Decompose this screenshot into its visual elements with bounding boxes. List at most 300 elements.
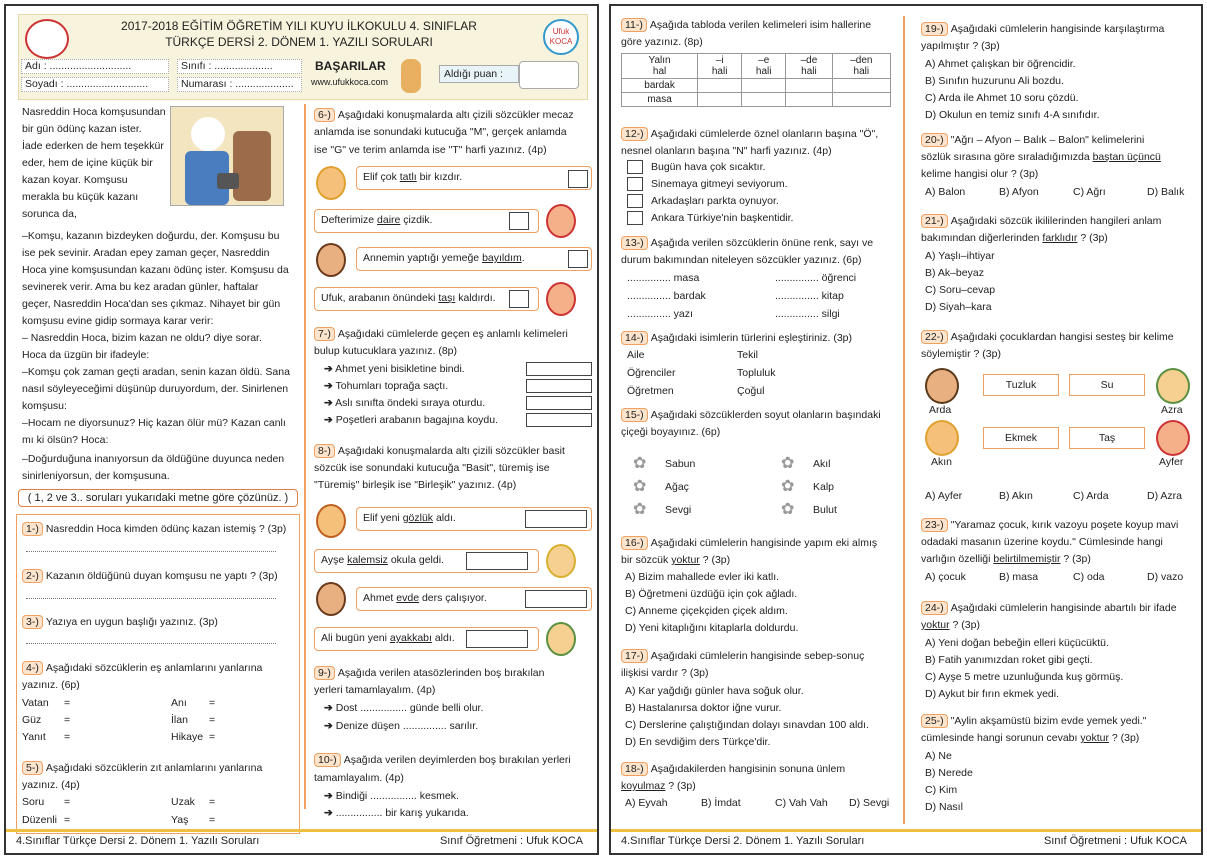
q20-option[interactable]: A) Balon — [925, 186, 966, 198]
q24 — [921, 601, 1177, 615]
q8-answer-box[interactable] — [466, 552, 528, 570]
q5-word: Yaş — [171, 814, 189, 826]
q18-option[interactable]: A) Eyvah — [625, 797, 668, 809]
q10-item[interactable] — [324, 790, 459, 802]
q16-option[interactable]: B) Öğretmeni üzdüğü için çok ağladı. — [625, 588, 798, 600]
underlined-word: evde — [396, 592, 420, 604]
q25-option[interactable]: B) Nerede — [925, 767, 973, 779]
q12-sentence: Arkadaşları parkta oynuyor. — [651, 195, 779, 207]
q7-answer-box[interactable] — [526, 396, 592, 410]
q5-eq: = — [209, 796, 216, 808]
q5-item[interactable] — [171, 796, 195, 808]
q1-answer-line[interactable] — [26, 551, 276, 552]
q4-item[interactable] — [171, 714, 188, 726]
boy-face-icon — [316, 582, 346, 616]
q23-text-2: odadaki masanın üzerine koydu." Cümlesinde hangi — [921, 536, 1163, 548]
q24-text-2: yoktur ? (3p) — [921, 619, 980, 631]
q23-option[interactable]: D) vazo — [1147, 571, 1184, 583]
q4-item[interactable] — [22, 697, 49, 709]
q16-number: 16-) — [621, 536, 648, 550]
surname-field[interactable] — [21, 77, 169, 92]
q3 — [22, 615, 218, 629]
girl-face-icon — [1156, 420, 1190, 456]
story-line: bir gün ödünç kazan ister. — [22, 123, 142, 135]
q20-number: 20-) — [921, 133, 948, 147]
q22-name: Ayfer — [1159, 456, 1184, 468]
q6-answer-box[interactable] — [509, 212, 529, 230]
case-table — [621, 53, 891, 107]
q8-sentence-2: Ayşe kalemsiz okula geldi. — [314, 549, 539, 573]
q17-number: 17-) — [621, 649, 648, 663]
q20-text-3: kelime hangisi olur ? (3p) — [921, 168, 1039, 180]
q20 — [921, 133, 1144, 147]
q17 — [621, 649, 864, 663]
q14-noun[interactable]: Öğrenciler — [627, 367, 676, 379]
header-title-2: TÜRKÇE DERSİ 2. DÖNEM 1. YAZILI SORULARI — [165, 35, 433, 49]
q7-sentence: Aslı sınıfta öndeki sıraya oturdu. — [335, 397, 486, 409]
q10-text: Aşağıda verilen deyimlerden boş bırakılan yerleri — [343, 754, 571, 766]
flower-icon[interactable]: ✿ — [633, 501, 647, 518]
q9-item[interactable] — [324, 720, 478, 732]
q21-option[interactable]: B) Ak–beyaz — [925, 267, 984, 279]
table-cell[interactable] — [786, 93, 832, 107]
q7-answer-box[interactable] — [526, 413, 592, 427]
story-line: sevinerek verir. Ama bu kez aradan günler, haftalar — [22, 281, 259, 293]
story-line: –Komşu, kazanın bizdeyken doğurdu, der. Komşusu bu — [22, 230, 280, 242]
q12-checkbox[interactable] — [627, 194, 643, 208]
table-cell[interactable] — [832, 93, 890, 107]
underlined-word: taşı — [438, 292, 456, 304]
q22-word: Taş — [1069, 427, 1145, 449]
score-label: Aldığı puan : — [439, 65, 519, 83]
q16-text-2: bir sözcük yoktur ? (3p) — [621, 554, 731, 566]
q12-checkbox[interactable] — [627, 160, 643, 174]
underlined-word: yoktur — [671, 554, 700, 566]
q25-number: 25-) — [921, 714, 948, 728]
q15-word: Bulut — [813, 504, 837, 516]
q17-option[interactable]: C) Derslerine çalıştığından dolayı sınavdan 100 aldı. — [625, 719, 869, 731]
q6-text: Aşağıdaki konuşmalarda altı çizili sözcükler mecaz — [337, 109, 574, 121]
q17-option[interactable]: B) Hastalanırsa doktor iğne vurur. — [625, 702, 782, 714]
q3-number: 3-) — [22, 615, 43, 629]
q21-text: Aşağıdaki sözcük ikililerinden hangileri anlam — [950, 215, 1162, 227]
q15 — [621, 408, 881, 422]
q5-text: Aşağıdaki sözcüklerin zıt anlamlarını yanlarına — [45, 762, 263, 774]
q7-text-2: bulup kutucuklara yazınız. (8p) — [314, 345, 457, 357]
q7-answer-box[interactable] — [526, 362, 592, 376]
q17-option[interactable]: D) En sevdiğim ders Türkçe'dir. — [625, 736, 771, 748]
underlined-word: kalemsiz — [347, 554, 388, 566]
story-line: nasıl söyleyeceğimi düşünüp duruyordum, der. Sinirlenen — [22, 383, 289, 395]
q13-item[interactable]: ............... silgi — [775, 308, 840, 320]
boy-face-icon — [925, 368, 959, 404]
q20-option[interactable]: D) Balık — [1147, 186, 1185, 198]
q16-text: Aşağıdaki cümlelerin hangisinde yapım eki almış — [650, 537, 878, 549]
q18 — [621, 762, 845, 776]
q16 — [621, 536, 877, 550]
q11-text-2: göre yazınız. (8p) — [621, 36, 703, 48]
q5-item[interactable] — [22, 814, 57, 826]
q2-number: 2-) — [22, 569, 43, 583]
q20-option[interactable]: B) Afyon — [999, 186, 1039, 198]
q2-answer-line[interactable] — [26, 598, 276, 599]
q7 — [314, 327, 568, 341]
q19-option[interactable]: A) Ahmet çalışkan bir öğrencidir. — [925, 58, 1076, 70]
q7-item — [324, 414, 498, 426]
q21-option[interactable]: A) Yaşlı–ihtiyar — [925, 250, 995, 262]
q7-text: Aşağıdaki cümlelerde geçen eş anlamlı kelimeleri — [337, 328, 568, 340]
story-line: –Doğurduğuna inanıyorsun da öldüğüne duyunca neden — [22, 453, 285, 465]
q14-number: 14-) — [621, 331, 648, 345]
q22-word: Tuzluk — [983, 374, 1059, 396]
q18-text-2: koyulmaz ? (3p) — [621, 780, 696, 792]
q8-answer-box[interactable] — [525, 510, 587, 528]
q19 — [921, 22, 1164, 36]
q17-option[interactable]: A) Kar yağdığı günler hava soğuk olur. — [625, 685, 804, 697]
q23-text-3: varlığın özelliği belirtilmemiştir ? (3p) — [921, 553, 1091, 565]
name-label: Adı — [25, 60, 41, 72]
q4-eq: = — [209, 731, 216, 743]
table-header: –de hali — [786, 54, 832, 79]
q14-text: Aşağıdaki isimlerin türlerini eşleştiriniz. (3p) — [650, 332, 853, 344]
q6-sentence-3: Annemin yaptığı yemeğe bayıldım. — [356, 247, 592, 271]
score-box[interactable] — [519, 61, 579, 89]
story-line: Nasreddin Hoca komşusundan — [22, 106, 166, 118]
q7-item — [324, 380, 448, 392]
arrow-icon: ➔ — [324, 720, 333, 732]
q9-proverb: Dost ................ günde belli olur. — [335, 702, 484, 714]
q13-text: Aşağıda verilen sözcüklerin önüne renk, sayı ve — [650, 237, 874, 249]
q4-word: İlan — [171, 714, 188, 726]
q18-option[interactable]: D) Sevgi — [849, 797, 890, 809]
q6-answer-box[interactable] — [568, 170, 588, 188]
table-row — [622, 93, 891, 107]
q16-option[interactable]: D) Yeni kitaplığını kitaplarla doldurdu. — [625, 622, 799, 634]
site-text: www.ufukkoca.com — [311, 77, 389, 87]
q13-item[interactable]: ............... bardak — [627, 290, 706, 302]
name-field[interactable] — [21, 59, 169, 74]
q17-text-2: ilişkisi vardır ? (3p) — [621, 667, 709, 679]
q6-number: 6-) — [314, 108, 335, 122]
q10-idiom: ................ bir karış yukarıda. — [335, 807, 469, 819]
q5 — [22, 761, 262, 775]
q7-item — [324, 363, 465, 375]
flower-icon[interactable]: ✿ — [633, 455, 647, 472]
q4-number: 4-) — [22, 661, 43, 675]
story-line: geçer, Nasreddin Hoca'dan ses çıkmaz. Nihayet bir gün — [22, 298, 281, 310]
q22-word: Ekmek — [983, 427, 1059, 449]
q20-text-2: sözlük sırasına göre sıraladığımızda baştan üçüncü — [921, 151, 1161, 163]
basarilar-text: BAŞARILAR — [315, 59, 386, 73]
column-divider — [903, 16, 905, 824]
q4-eq: = — [64, 731, 71, 743]
q9-text-2: yerleri tamamlayalım. (4p) — [314, 684, 436, 696]
boy-face-icon — [316, 166, 346, 200]
story-line: –Hocam ne diyorsunuz? Hiç kazan ölür mü? Kazan canlı — [22, 417, 286, 429]
q8-text-3: "Türemiş" birleşik ise "Birleşik" yazınız. (4p) — [314, 479, 517, 491]
q21-option[interactable]: D) Siyah–kara — [925, 301, 992, 313]
q8-text: Aşağıdaki konuşmalarda altı çizili sözcükler basit — [337, 445, 565, 457]
q9 — [314, 666, 544, 680]
q5-eq: = — [209, 814, 216, 826]
q20-text: "Ağrı – Afyon – Balık – Balon" kelimelerini — [950, 134, 1145, 146]
q18-text: Aşağıdakilerden hangisinin sonuna ünlem — [650, 763, 846, 775]
q5-item[interactable] — [171, 814, 188, 826]
header-title-1: 2017-2018 EĞİTİM ÖĞRETİM YILI KUYU İLKOKULU 4. SINIFLAR — [121, 19, 477, 33]
q5-eq: = — [64, 814, 71, 826]
story-line: İade ederken de hem teşekkür — [22, 140, 164, 152]
q7-sentence: Poşetleri arabanın bagajına koydu. — [335, 414, 499, 426]
table-cell[interactable] — [698, 79, 742, 93]
table-cell[interactable] — [832, 79, 890, 93]
q14-noun[interactable]: Aile — [627, 349, 645, 361]
arrow-icon: ➔ — [324, 380, 333, 392]
q4-word: Güz — [22, 714, 42, 726]
q16-option[interactable]: A) Bizim mahallede evler iki katlı. — [625, 571, 780, 583]
q14-noun[interactable]: Öğretmen — [627, 385, 674, 397]
arrow-icon: ➔ — [324, 807, 333, 819]
q22-number: 22-) — [921, 330, 948, 344]
table-header: –i hali — [698, 54, 742, 79]
q5-item[interactable] — [22, 796, 44, 808]
q24-option[interactable]: C) Ayşe 5 metre uzunluğunda kuş görmüş. — [925, 671, 1124, 683]
q4-item[interactable] — [22, 714, 41, 726]
q14 — [621, 331, 852, 345]
boy-face-icon — [316, 504, 346, 538]
story-line: mı ki ölsün? Hoca: — [22, 434, 109, 446]
q1-number: 1-) — [22, 522, 43, 536]
q7-sentence: Ahmet yeni bisikletine bindi. — [335, 363, 465, 375]
arrow-icon: ➔ — [324, 397, 333, 409]
q1 — [22, 522, 286, 536]
q13-text-2: durum bakımından niteleyen sözcükler yazınız. (6p) — [621, 254, 862, 266]
q22-word: Su — [1069, 374, 1145, 396]
footer — [611, 829, 1201, 847]
table-cell[interactable] — [742, 93, 786, 107]
story-line: ise pek sevinir. Aradan epey zaman geçer, Nasreddin — [22, 247, 270, 259]
logo-text-2: KOCA — [549, 37, 573, 46]
q13-item[interactable]: ............... öğrenci — [775, 272, 857, 284]
q14-type[interactable]: Çoğul — [737, 385, 765, 397]
q22-name: Azra — [1161, 404, 1183, 416]
q22-name: Arda — [929, 404, 952, 416]
q20-option[interactable]: C) Ağrı — [1073, 186, 1106, 198]
q21-number: 21-) — [921, 214, 948, 228]
footer — [6, 829, 597, 847]
q23-option[interactable]: C) oda — [1073, 571, 1105, 583]
class-field[interactable] — [177, 59, 302, 74]
q23 — [921, 518, 1178, 532]
q15-number: 15-) — [621, 408, 648, 422]
class-label: Sınıfı — [181, 60, 206, 72]
q6-text-3: ise "G" ve terim anlamda ise "T" harfi yazınız. (4p) — [314, 144, 547, 156]
q4-eq: = — [64, 714, 71, 726]
surname-label: Soyadı — [25, 78, 58, 90]
q4-eq: = — [209, 697, 216, 709]
q13-item[interactable]: ............... masa — [627, 272, 700, 284]
q14-type[interactable]: Topluluk — [737, 367, 776, 379]
q17-text: Aşağıdaki cümlelerin hangisinde sebep-sonuç — [650, 650, 865, 662]
q12-text: Aşağıdaki cümlelerde öznel olanların başına "Ö", — [650, 128, 879, 140]
arrow-icon: ➔ — [324, 702, 333, 714]
q4-eq: = — [209, 714, 216, 726]
q15-word: Kalp — [813, 481, 835, 493]
q13-item[interactable]: ............... yazı — [627, 308, 693, 320]
flower-icon[interactable]: ✿ — [781, 455, 795, 472]
q21-text-2: bakımından diğerlerinden farklıdır ? (3p) — [921, 232, 1108, 244]
q4-item[interactable] — [171, 731, 203, 743]
q18-option[interactable]: B) İmdat — [701, 797, 741, 809]
q22-option[interactable]: D) Azra — [1147, 490, 1183, 502]
underlined-word: tatlı — [399, 171, 417, 183]
q1-text: Nasreddin Hoca kimden ödünç kazan istemiş ? (3p) — [45, 523, 287, 535]
number-label: Numarası — [181, 78, 227, 90]
table-cell[interactable] — [786, 79, 832, 93]
q3-text: Yazıya en uygun başlığı yazınız. (3p) — [45, 616, 218, 628]
q4-item[interactable] — [171, 697, 187, 709]
q6-text-2: anlamda ise sonundaki kutucuğa "M", gerçek anlamda — [314, 126, 567, 138]
q4-item[interactable] — [22, 731, 46, 743]
story-line: merakla bu küçük kazanı — [22, 191, 139, 203]
q2 — [22, 569, 278, 583]
story-line: sinirleniyorsun, der komşusuna. — [22, 470, 170, 482]
q8-sentence-3: Ahmet evde ders çalışıyor. — [356, 587, 592, 611]
q21 — [921, 214, 1161, 228]
logo-text-1: Ufuk — [552, 27, 570, 36]
table-cell[interactable] — [698, 93, 742, 107]
q15-word: Sabun — [665, 458, 696, 470]
q22-option[interactable]: A) Ayfer — [925, 490, 963, 502]
flower-icon[interactable]: ✿ — [781, 501, 795, 518]
q8-number: 8-) — [314, 444, 335, 458]
name-dots: : ............................ — [43, 60, 132, 72]
q6-sentence-1: Elif çok tatlı bir kızdır. — [356, 166, 592, 190]
q25-option[interactable]: D) Nasıl — [925, 801, 963, 813]
flower-icon[interactable]: ✿ — [633, 478, 647, 495]
q22-option[interactable]: B) Akın — [999, 490, 1033, 502]
q24-option[interactable]: A) Yeni doğan bebeğin elleri küçücüktü. — [925, 637, 1109, 649]
table-cell: masa — [622, 93, 698, 107]
q10-item[interactable] — [324, 807, 469, 819]
underlined-word: gözlük — [402, 512, 434, 524]
story-note: ( 1, 2 ve 3.. soruları yukarıdaki metne göre çözünüz. ) — [18, 489, 298, 507]
q22-text-2: söylemiştir ? (3p) — [921, 348, 1001, 360]
story-line: –Komşu çok zaman geçti aradan, senin kazan öldü. Sana — [22, 366, 290, 378]
footer-left: 4.Sınıflar Türkçe Dersi 2. Dönem 1. Yazılı Soruları — [621, 835, 865, 847]
underlined-word: farklıdır — [1042, 232, 1078, 244]
q4-word: Vatan — [22, 697, 49, 709]
q12-checkbox[interactable] — [627, 177, 643, 191]
footer-left: 4.Sınıflar Türkçe Dersi 2. Dönem 1. Yazılı Soruları — [16, 835, 260, 847]
q25-text: "Aylin akşamüstü bizim evde yemek yedi." — [950, 715, 1147, 727]
q7-answer-box[interactable] — [526, 379, 592, 393]
table-header: Yalın hal — [622, 54, 698, 79]
q8-answer-box[interactable] — [466, 630, 528, 648]
q23-option[interactable]: A) çocuk — [925, 571, 966, 583]
q4-text: Aşağıdaki sözcüklerin eş anlamlarını yanlarına — [45, 662, 263, 674]
q10-number: 10-) — [314, 753, 341, 767]
q6-answer-box[interactable] — [568, 250, 588, 268]
underlined-word: koyulmaz — [621, 780, 666, 792]
q18-option[interactable]: C) Vah Vah — [775, 797, 828, 809]
q15-word: Akıl — [813, 458, 831, 470]
q23-text: "Yaramaz çocuk, kırık vazoyu poşete koyup mavi — [950, 519, 1179, 531]
q25-option[interactable]: A) Ne — [925, 750, 952, 762]
q8-sentence-1: Elif yeni gözlük aldı. — [356, 507, 592, 531]
q12 — [621, 127, 878, 141]
q19-number: 19-) — [921, 22, 948, 36]
q8 — [314, 444, 565, 458]
q18-number: 18-) — [621, 762, 648, 776]
number-field[interactable] — [177, 77, 302, 92]
girl-face-icon — [546, 204, 576, 238]
q19-option[interactable]: B) Sınıfın huzurunu Ali bozdu. — [925, 75, 1064, 87]
q23-option[interactable]: B) masa — [999, 571, 1039, 583]
exam-page-1 — [4, 4, 599, 855]
q5-word: Uzak — [171, 796, 195, 808]
q6 — [314, 108, 574, 122]
q6-answer-box[interactable] — [509, 290, 529, 308]
q7-item — [324, 397, 485, 409]
q19-option[interactable]: C) Arda ile Ahmet 10 soru çözdü. — [925, 92, 1079, 104]
q24-number: 24-) — [921, 601, 948, 615]
flower-icon[interactable]: ✿ — [781, 478, 795, 495]
q3-answer-line[interactable] — [26, 643, 276, 644]
q14-type[interactable]: Tekil — [737, 349, 759, 361]
surname-dots: : ............................ — [60, 78, 149, 90]
q24-option[interactable]: D) Aykut bir fırın ekmek yedi. — [925, 688, 1060, 700]
story-line: Hoca da üzgün bir ifadeyle: — [22, 349, 150, 361]
number-dots: : .................... — [229, 78, 294, 90]
table-cell[interactable] — [742, 79, 786, 93]
q13 — [621, 236, 873, 250]
story-line: – Nasreddin Hoca, bizim kazan ne oldu? diye sorar. — [22, 332, 262, 344]
header — [18, 14, 588, 100]
story-line: sorunca da, — [22, 208, 77, 220]
q5-eq: = — [64, 796, 71, 808]
q5-number: 5-) — [22, 761, 43, 775]
q23-number: 23-) — [921, 518, 948, 532]
q5-text-2: yazınız. (4p) — [22, 779, 80, 791]
q12-checkbox[interactable] — [627, 211, 643, 225]
q5-word: Soru — [22, 796, 45, 808]
q19-option[interactable]: D) Okulun en temiz sınıfı 4-A sınıfıdır. — [925, 109, 1100, 121]
q15-word: Sevgi — [665, 504, 692, 516]
table-header: –den hali — [832, 54, 890, 79]
q4-word: Anı — [171, 697, 187, 709]
q6-sentence-4: Ufuk, arabanın önündeki taşı kaldırdı. — [314, 287, 539, 311]
q4-text-2: yazınız. (6p) — [22, 679, 80, 691]
girl-face-icon — [546, 544, 576, 578]
q8-answer-box[interactable] — [525, 590, 587, 608]
q21-option[interactable]: C) Soru–cevap — [925, 284, 996, 296]
arrow-icon: ➔ — [324, 790, 333, 802]
q13-item[interactable]: ............... kitap — [775, 290, 844, 302]
q25-option[interactable]: C) Kim — [925, 784, 958, 796]
q24-option[interactable]: B) Fatih yanımızdan roket gibi geçti. — [925, 654, 1093, 666]
girl-face-icon — [546, 282, 576, 316]
q12-sentence: Ankara Türkiye'nin başkentidir. — [651, 212, 794, 224]
q22 — [921, 330, 1174, 344]
q15-text-2: çiçeği boyayınız. (6p) — [621, 426, 721, 438]
q9-item[interactable] — [324, 702, 483, 714]
q10 — [314, 753, 571, 767]
q16-option[interactable]: C) Anneme çiçekçiden çiçek aldım. — [625, 605, 788, 617]
q22-option[interactable]: C) Arda — [1073, 490, 1109, 502]
story-line: eder, hem de içine küçük bir — [22, 157, 153, 169]
arrow-icon: ➔ — [324, 414, 333, 426]
q11 — [621, 18, 871, 32]
